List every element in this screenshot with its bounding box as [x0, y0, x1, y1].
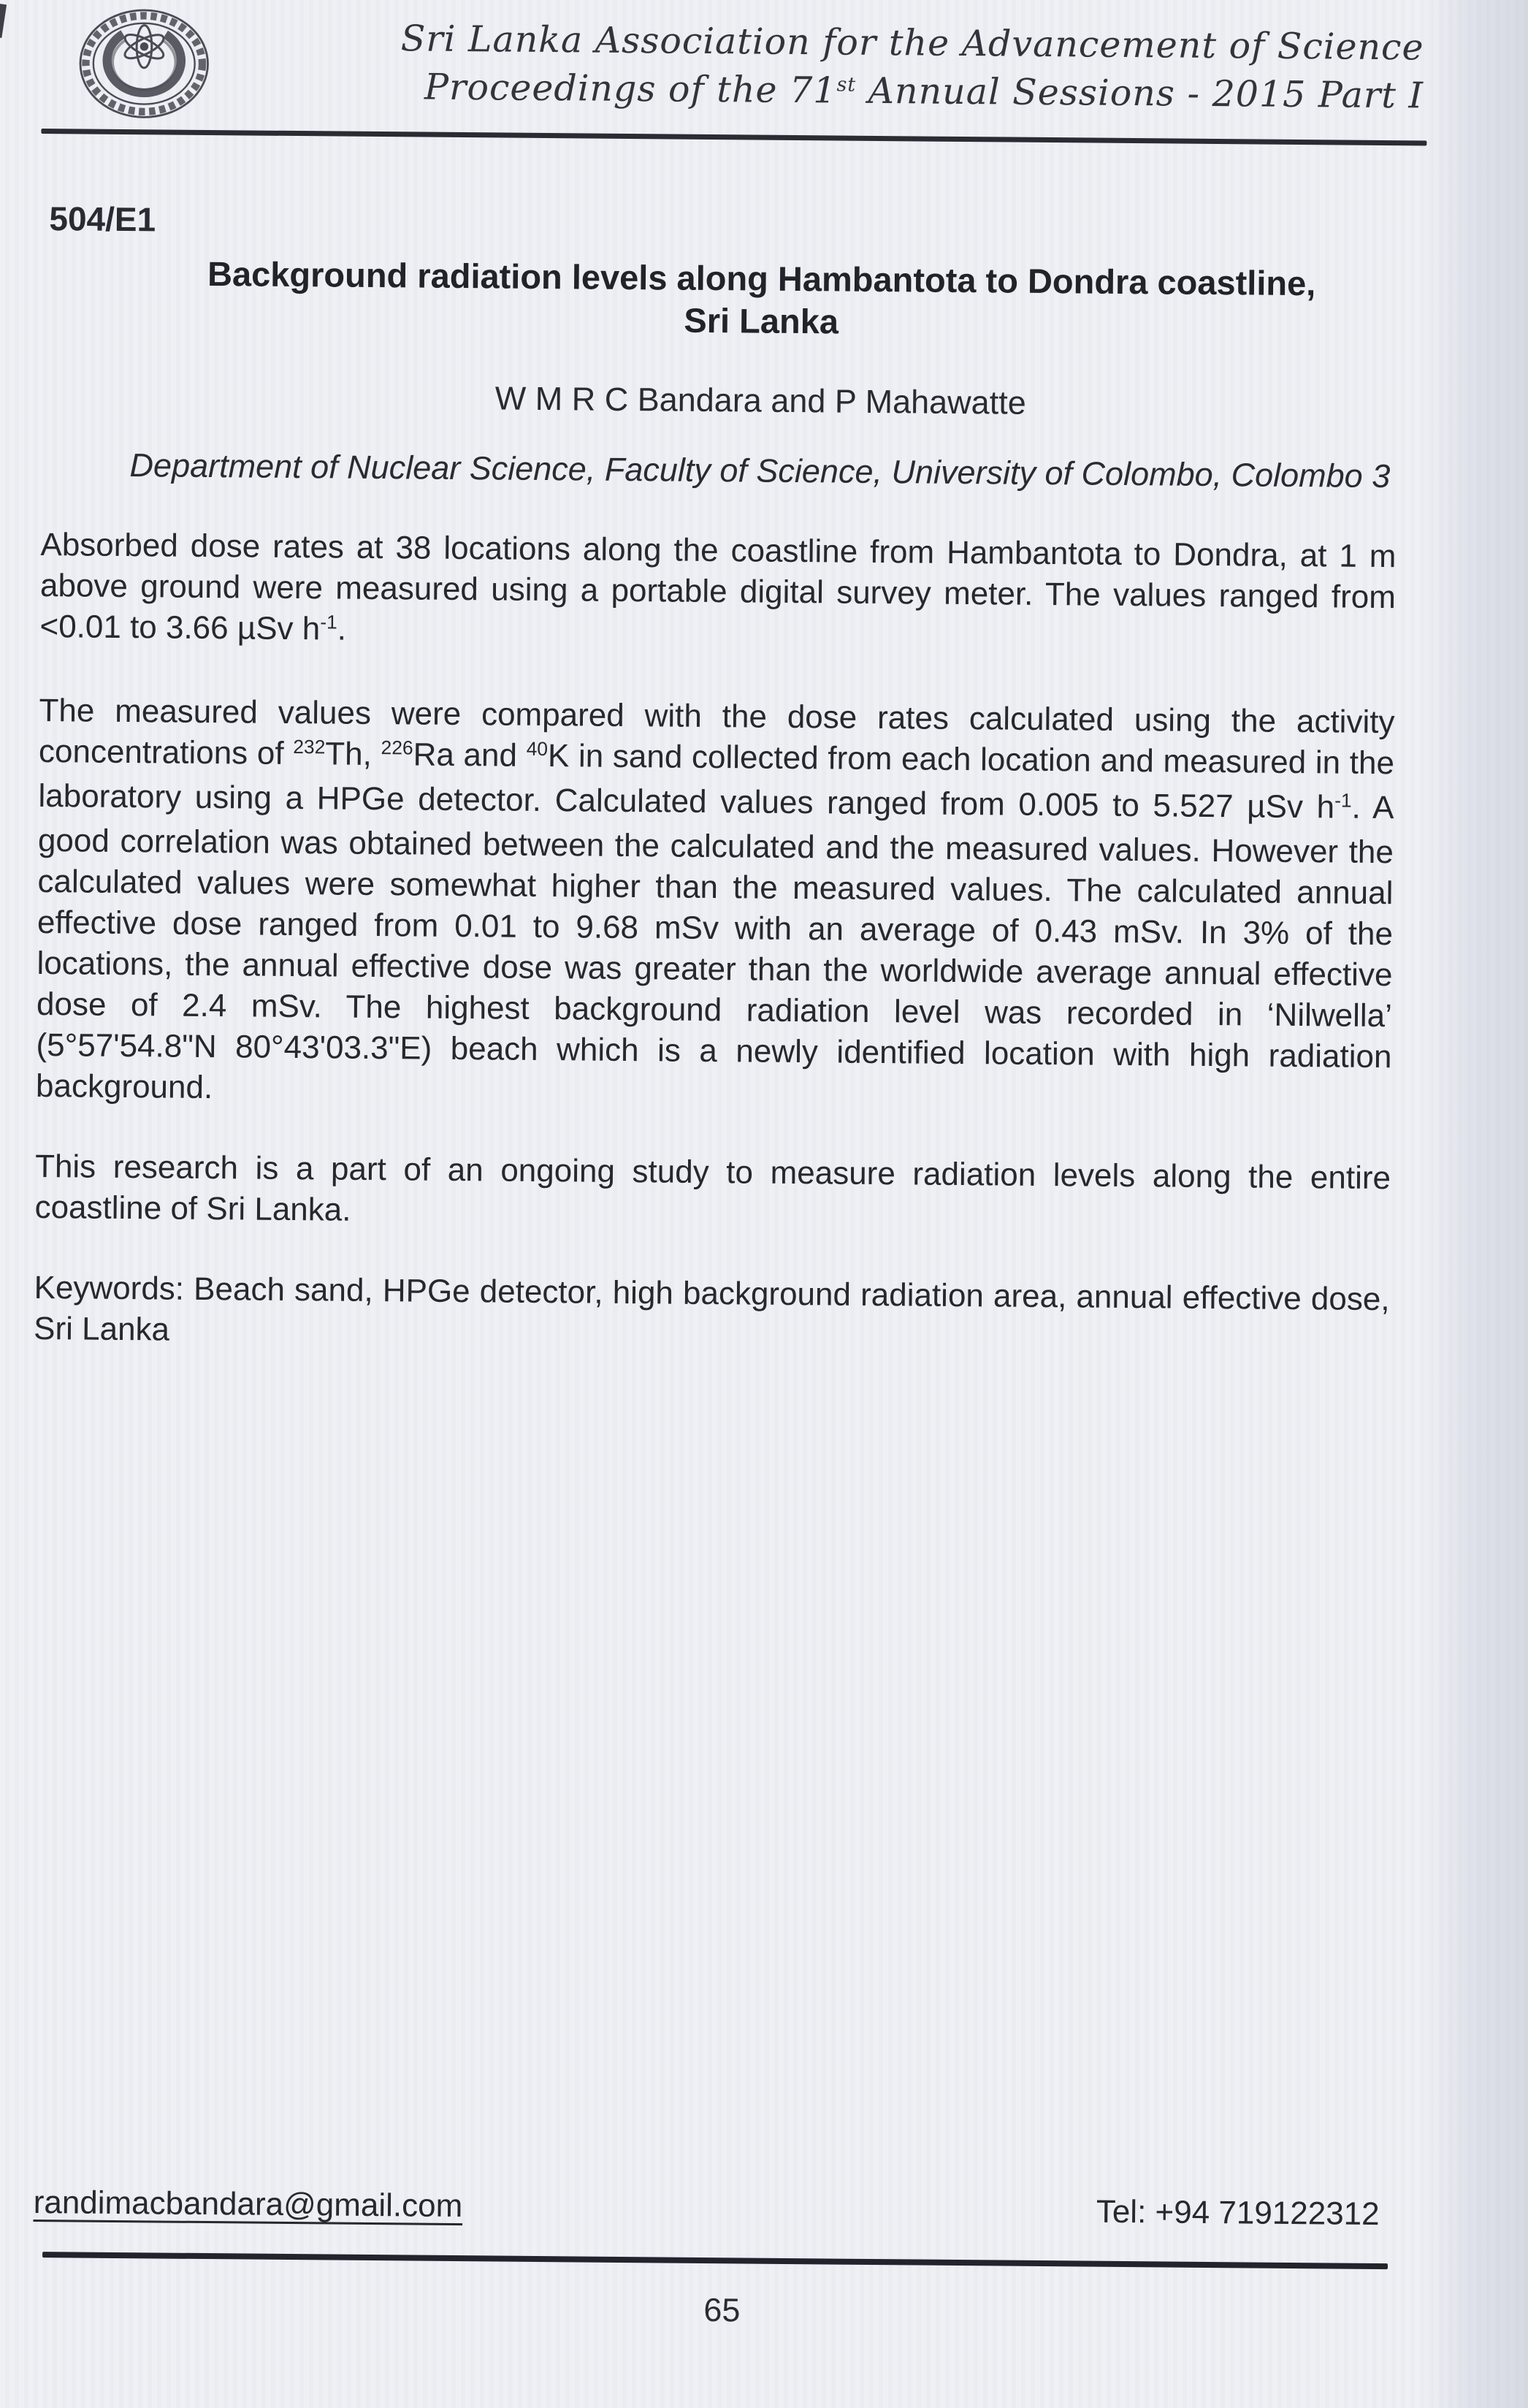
abstract-paragraph-1	[39, 525, 1396, 663]
text-run: The measured values were compared with the dose rates calculated using the activity concentrations of	[38, 692, 1395, 772]
atom-icon	[122, 25, 167, 68]
association-name: Sri Lanka Association for the Advancement of Science	[400, 18, 1424, 69]
text-run: Absorbed dose rates at 38 locations along the coastline from Hambantota to Dondra, at 1 m above ground were measured using a portable digital survey meter. The values ranged from <0.01 to 3.66 µSv h	[39, 526, 1397, 647]
text-run: Keywords: Beach sand, HPGe detector, high background radiation area, annual effective dose, Sri Lanka	[33, 1269, 1390, 1348]
contact-email-link[interactable]: randimacbandara@gmail.com	[33, 2184, 463, 2225]
title-line-1: Background radiation levels along Hambantota to Dondra coastline,	[207, 254, 1316, 303]
superscript: -1	[1334, 789, 1352, 812]
text-run: Th,	[325, 736, 381, 773]
abstract-code: 504/E1	[49, 199, 156, 239]
text-run: K in sand collected from each location and measured in the laboratory using a HPGe detector. Calculated values ranged from 0.005 to 5.527 µSv h	[38, 738, 1395, 826]
page-number: 65	[703, 2291, 741, 2329]
text-run: Ra and	[413, 736, 527, 774]
masthead	[400, 16, 1424, 124]
header-divider-rule	[41, 129, 1426, 146]
text-run: .	[337, 611, 347, 647]
text-run: This research is a part of an ongoing study to measure radiation levels along the entire coastline of Sri Lanka.	[34, 1148, 1391, 1228]
abstract-paragraph-2	[36, 690, 1395, 1119]
abstract-body	[33, 525, 1396, 1401]
keywords-paragraph	[34, 1268, 1390, 1361]
abstract-title	[0, 251, 1526, 348]
abstract-paragraph-3	[34, 1146, 1391, 1240]
proceedings-suffix: Annual Sessions - 2015 Part I	[855, 69, 1424, 117]
affiliation-line: Department of Nuclear Science, Faculty of Science, University of Colombo, Colombo 3	[129, 446, 1391, 495]
ordinal-superscript: st	[836, 73, 857, 96]
slaas-seal-logo	[75, 7, 213, 120]
proceedings-prefix: Proceedings of the 71	[424, 66, 837, 112]
superscript: 232	[293, 736, 326, 758]
authors-line: W M R C Bandara and P Mahawatte	[494, 379, 1026, 422]
title-line-2: Sri Lanka	[684, 300, 839, 341]
contact-telephone: Tel: +94 719122312	[1096, 2193, 1380, 2233]
proceedings-line	[400, 64, 1424, 124]
superscript: 226	[381, 736, 413, 759]
text-run: . A good correlation was obtained between the calculated and the measured values. However the calculated values were somewhat higher than the measured values. The calculated annual effective dose ranged from 0.01 to 9.68 mSv with an average of 0.43 mSv. In 3% of the locations, the annual effective dose was greater than the worldwide average annual effective dose of 2.4 mSv. The highest background radiation level was recorded in ‘Nilwella’ (5°57'54.8"N 80°43'03.3"E) beach which is a newly identified location with high radiation background.	[35, 789, 1394, 1106]
scan-corner-artifact	[0, 4, 7, 38]
footer-divider-rule	[42, 2252, 1388, 2269]
superscript: 40	[526, 738, 549, 761]
superscript: -1	[320, 611, 337, 634]
